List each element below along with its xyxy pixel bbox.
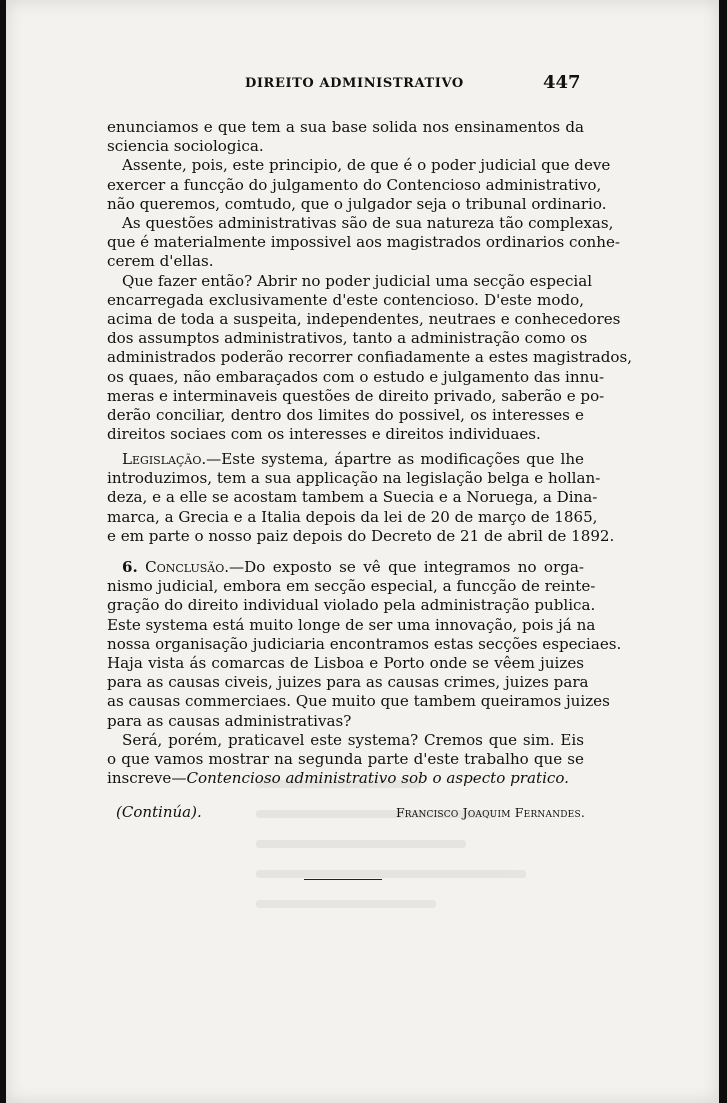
continua-note: (Continúa). [116,803,202,821]
text-line: administrados poderão recorrer confiadamente a estes magistrados, [107,348,633,367]
text-line: não queremos, comtudo, que o julgador seja o tribunal ordinario. [107,194,607,213]
text-line: para as causas civeis, juizes para as causas crimes, juizes para [107,673,589,692]
text-line: Este systema está muito longe de ser uma innovação, pois já na [107,615,596,634]
text-fragment: inscreve— [107,769,187,788]
text-line: Haja vista ás comarcas de Lisboa e Porto onde se vêem juizes [107,654,584,673]
text-line: sciencia sociologica. [107,137,264,156]
end-rule [304,879,382,880]
scan-edge-right [719,0,727,1103]
text-line: para as causas administrativas? [107,711,352,730]
text-line: Que fazer então? Abrir no poder judicial uma secção especial [122,271,593,290]
text-line: introduzimos, tem a sua applicação na legislação belga e hollan- [107,469,601,488]
work-title: Contencioso administrativo sob o aspecto pratico. [186,769,569,788]
author-signature: Francisco Joaquim Fernandes. [395,805,585,820]
section-legislacao [107,450,615,546]
text-line: encarregada exclusivamente d'este contencioso. D'este modo, [107,290,584,309]
text-line: cerem d'ellas. [107,252,214,271]
section-first-line [107,558,584,577]
text-line: meras e interminaveis questões de direito privado, saberão e po- [107,386,605,405]
text-line: o que vamos mostrar na segunda parte d'este trabalho que se [107,750,584,769]
final-line [107,769,584,788]
text-line: marca, a Grecia e a Italia depois da lei de 20 de março de 1865, [107,507,598,526]
text-line: as causas commerciaes. Que muito que tambem queiramos juizes [107,692,610,711]
text-line: Será, porém, praticavel este systema? Cremos que sim. Eis [122,730,584,749]
section-conclusao [107,558,622,788]
text-line: derão conciliar, dentro dos limites do possivel, os interesses e [107,406,584,425]
text-line: Assente, pois, este principio, de que é o poder judicial que deve [122,156,611,175]
text-line: os quaes, não embaraçados com o estudo e julgamento das innu- [107,367,605,386]
text-line: exercer a funcção do julgamento do Contencioso administrativo, [107,175,602,194]
text-line: acima de toda a suspeita, independentes, neutraes e conhecedores [107,310,621,329]
section-number: 6. [122,558,138,576]
text-line: nossa organisação judiciaria encontramos estas secções especiaes. [107,634,622,653]
text-fragment: —Este systema, ápartre as modificações que lhe [206,450,584,468]
paragraph-block-principles [107,118,633,444]
text-line: que é materialmente impossivel aos magistrados ordinarios conhe- [107,233,621,252]
text-fragment: —Do exposto se vê que integramos no orga- [229,558,584,576]
text-line: As questões administrativas são de sua natureza tão complexas, [122,214,614,233]
text-line: enunciamos e que tem a sua base solida nos ensinamentos da [107,118,584,136]
section-first-line [107,450,584,469]
text-line: deza, e a elle se acostam tambem a Suecia e a Noruega, a Dina- [107,488,598,507]
section-heading: Conclusão. [145,558,230,576]
text-line: dos assumptos administrativos, tanto a administração como os [107,329,588,348]
signature-row [116,803,585,823]
text-line: nismo judicial, embora em secção especial, a funcção de reinte- [107,577,596,596]
section-heading: Legislação. [122,450,207,468]
text-line: direitos sociaes com os interesses e direitos individuaes. [107,425,541,444]
text-line: e em parte o nosso paiz depois do Decreto de 21 de abril de 1892. [107,526,615,545]
running-title: DIREITO ADMINISTRATIVO [245,76,464,91]
page-number: 447 [543,72,581,93]
text-line: gração do direito individual violado pela administração publica. [107,596,596,615]
